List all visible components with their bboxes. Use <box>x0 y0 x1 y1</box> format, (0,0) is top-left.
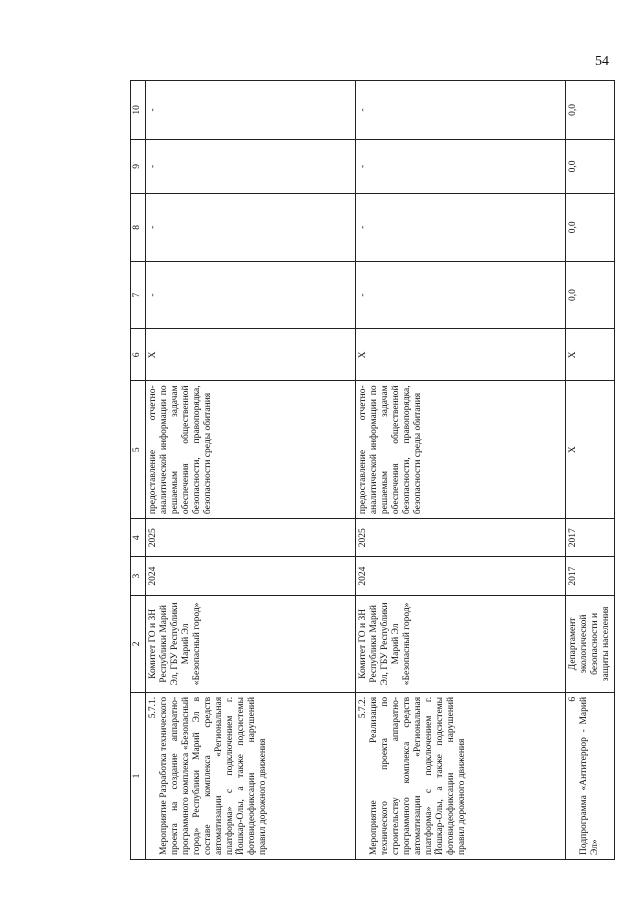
activity-number: 5.7.1. <box>148 696 158 719</box>
result-cell: X <box>566 381 615 519</box>
header-cell-5: 5 <box>131 381 146 519</box>
header-cell-3: 3 <box>131 557 146 595</box>
activity-name: Мероприятие Реализация технического проекта по строительству аппаратно-программного комплекса средств автоматизации «Региональная платформа» с подключением г. Йошкар-Олы, а также подсистемы фотовидеофиксации нарушений правил дорожного движения <box>369 696 467 855</box>
col9-cell: - <box>146 139 356 193</box>
result-cell: предоставление отчетно-аналитической информации по решаемым задачам обеспечения общественной безопасности, правопорядка, безопасности среды обитания <box>146 381 356 519</box>
header-cell-7: 7 <box>131 261 146 329</box>
header-cell-1: 1 <box>131 692 146 859</box>
activity-number: 5.7.2. <box>358 696 368 719</box>
table-row <box>356 81 566 860</box>
col8-cell: 0,0 <box>566 193 615 261</box>
activity-number: 6 <box>568 696 578 702</box>
table-row <box>566 81 615 860</box>
activity-name: Подпрограмма «Антитеррор - Марий Эл» <box>579 696 600 855</box>
start-year-cell: 2024 <box>146 557 356 595</box>
header-cell-9: 9 <box>131 139 146 193</box>
activity-cell <box>146 692 356 859</box>
col7-cell: 0,0 <box>566 261 615 329</box>
activity-cell <box>356 692 566 859</box>
executor-cell: Комитет ГО и ЗН Республики Марий Эл, ГБУ Республики Марий Эл «Безопасный город» <box>146 595 356 692</box>
header-cell-2: 2 <box>131 595 146 692</box>
col6-cell: X <box>146 329 356 381</box>
col8-cell: - <box>146 193 356 261</box>
start-year-cell: 2024 <box>356 557 566 595</box>
header-cell-6: 6 <box>131 329 146 381</box>
col9-cell: - <box>356 139 566 193</box>
activity-name: Мероприятие Разработка технического проекта на создание аппаратно-программного комплекса «Безопасный город» Республики Марий Эл в составе комплекса средств автоматизации «Региональная платформа» с подключением г. Йошкар-Олы, а также подсистемы фотовидеофиксации нарушений правил дорожного движения <box>159 696 268 855</box>
rotated-table-container <box>130 80 611 860</box>
col6-cell: X <box>566 329 615 381</box>
col10-cell: - <box>356 81 566 140</box>
executor-cell: Департамент экологической безопасности и защиты населения <box>566 595 615 692</box>
table-row <box>146 81 356 860</box>
header-row <box>131 81 146 860</box>
header-cell-4: 4 <box>131 519 146 557</box>
program-table <box>130 80 615 860</box>
col8-cell: - <box>356 193 566 261</box>
header-cell-8: 8 <box>131 193 146 261</box>
end-year-cell: 2025 <box>356 519 566 557</box>
col6-cell: X <box>356 329 566 381</box>
col10-cell: - <box>146 81 356 140</box>
end-year-cell: 2017 <box>566 519 615 557</box>
activity-cell <box>566 692 615 859</box>
page-number: 54 <box>595 54 609 69</box>
executor-cell: Комитет ГО и ЗН Республики Марий Эл, ГБУ Республики Марий Эл «Безопасный город» <box>356 595 566 692</box>
col7-cell: - <box>356 261 566 329</box>
start-year-cell: 2017 <box>566 557 615 595</box>
col10-cell: 0,0 <box>566 81 615 140</box>
result-cell: предоставление отчетно-аналитической информации по решаемым задачам обеспечения общественной безопасности, правопорядка, безопасности среды обитания <box>356 381 566 519</box>
end-year-cell: 2025 <box>146 519 356 557</box>
col9-cell: 0,0 <box>566 139 615 193</box>
col7-cell: - <box>146 261 356 329</box>
header-cell-10: 10 <box>131 81 146 140</box>
